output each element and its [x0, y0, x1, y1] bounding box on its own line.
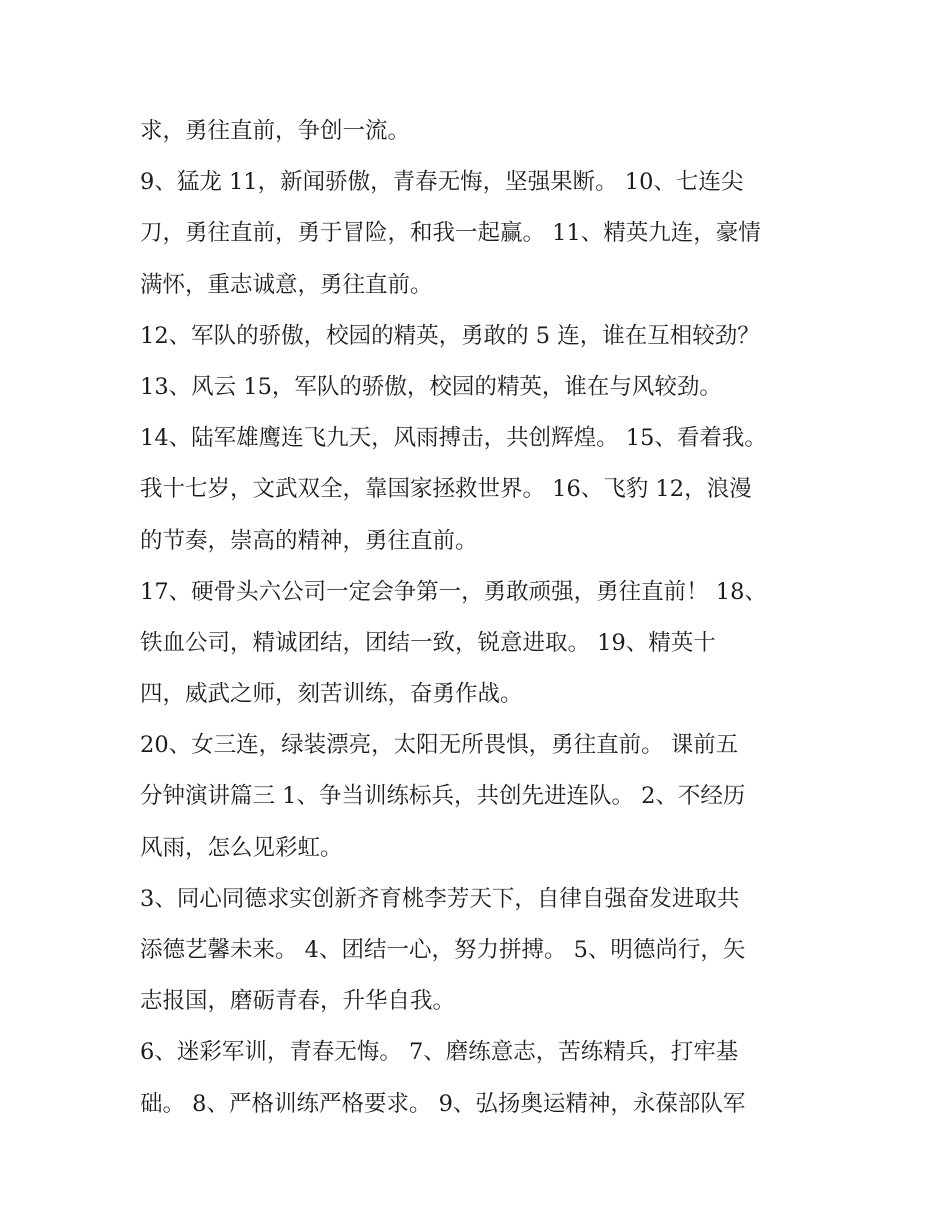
text-line: 我十七岁，文武双全，靠国家拯救世界。 16、飞豹 12，浪漫 — [140, 476, 752, 503]
text-line: 四，威武之师，刻苦训练，奋勇作战。 — [140, 681, 523, 708]
text-line: 满怀，重志诚意，勇往直前。 — [140, 271, 433, 298]
text-line: 12、军队的骄傲，校园的精英，勇敢的 5 连，谁在互相较劲？ — [140, 322, 760, 349]
text-line: 17、硬骨头六公司一定会争第一，勇敢顽强，勇往直前！ 18、 — [140, 578, 767, 605]
text-line: 添德艺馨未来。 4、团结一心，努力拼搏。 5、明德尚行，矢 — [140, 937, 746, 963]
text-line: 刀，勇往直前，勇于冒险，和我一起赢。 11、精英九连，豪情 — [140, 220, 761, 247]
text-line: 风雨，怎么见彩虹。 — [140, 834, 343, 861]
text-line: 20、女三连，绿装漂亮，太阳无所畏惧，勇往直前。 课前五 — [140, 732, 739, 759]
text-line: 3、同心同德求实创新齐育桃李芳天下，自律自强奋发进取共 — [140, 885, 740, 912]
text-line: 分钟演讲篇三 1、争当训练标兵，共创先进连队。 2、不经历 — [140, 783, 746, 810]
text-line: 6、迷彩军训，青春无悔。 7、磨练意志，苦练精兵，打牢基 — [140, 1039, 739, 1066]
text-line: 铁血公司，精诚团结，团结一致，锐意进取。 19、精英十 — [140, 629, 716, 656]
text-line: 础。 8、严格训练严格要求。 9、弘扬奥运精神，永葆部队军 — [140, 1090, 746, 1117]
body-text — [140, 106, 820, 1130]
text-line: 的节奏，崇高的精神，勇往直前。 — [140, 527, 478, 554]
text-line: 14、陆军雄鹰连飞九天，风雨搏击，共创辉煌。 15、看着我。 — [140, 425, 767, 452]
text-line: 志报国，磨砺青春，升华自我。 — [140, 988, 456, 1015]
text-line: 9、猛龙 11，新闻骄傲，青春无悔，坚强果断。 10、七连尖 — [140, 169, 744, 196]
text-line: 13、风云 15，军队的骄傲，校园的精英，谁在与风较劲。 — [140, 373, 722, 400]
text-line: 求，勇往直前，争创一流。 — [140, 118, 411, 144]
